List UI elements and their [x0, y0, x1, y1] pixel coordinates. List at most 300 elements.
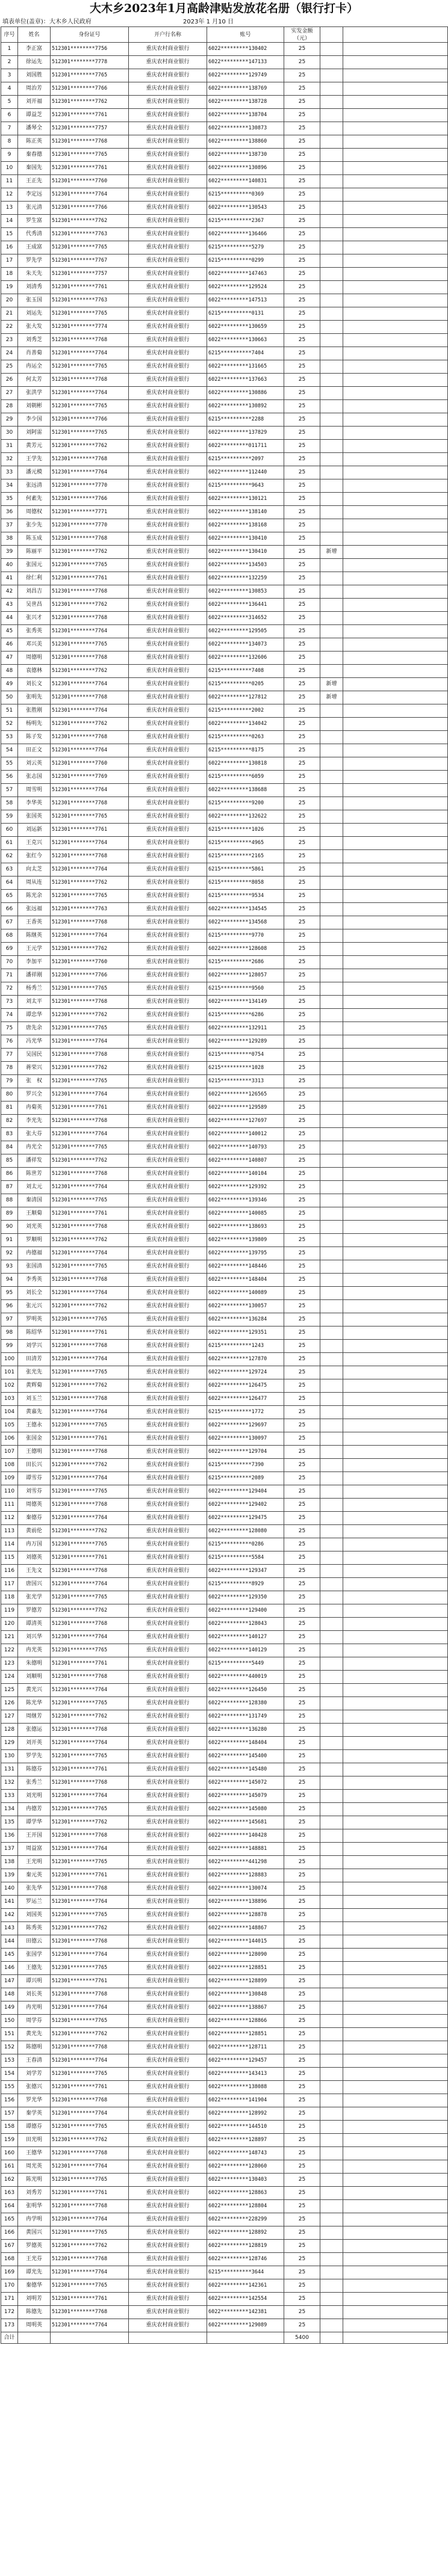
filing-date: 2023年 1 月10 日	[183, 19, 234, 25]
table-row	[1, 1896, 448, 1909]
table-row	[1, 1247, 448, 1260]
note-cell	[320, 1988, 343, 2001]
id-cell: 512301********7765	[51, 1803, 129, 1816]
id-cell: 512301********7764	[51, 1790, 129, 1803]
amount-cell: 25	[284, 519, 320, 532]
id-cell: 512301********7768	[51, 731, 129, 744]
account-cell: 6215**********0286	[207, 1538, 284, 1551]
row-index-cell: 80	[1, 1088, 18, 1102]
id-cell: 512301********7761	[51, 2187, 129, 2200]
table-row	[1, 1737, 448, 1750]
name-cell: 刘顺明	[18, 1671, 51, 1684]
bank-cell: 重庆农村商业银行	[129, 1049, 207, 1062]
blank-cell	[343, 466, 448, 479]
id-cell: 512301********7764	[51, 2054, 129, 2068]
note-cell	[320, 2293, 343, 2306]
row-index-cell: 75	[1, 1022, 18, 1035]
name-cell: 张志国	[18, 771, 51, 784]
table-row	[1, 850, 448, 863]
note-cell	[320, 585, 343, 599]
name-cell: 谭清英	[18, 1618, 51, 1631]
note-cell	[320, 2041, 343, 2054]
name-cell: 黄芳元	[18, 440, 51, 453]
amount-cell: 25	[284, 321, 320, 334]
table-body	[1, 43, 448, 2344]
row-index-cell: 155	[1, 2081, 18, 2094]
id-cell: 512301********7763	[51, 294, 129, 307]
amount-cell: 25	[284, 493, 320, 506]
bank-cell: 重庆农村商业银行	[129, 1512, 207, 1525]
blank-cell	[343, 1922, 448, 1935]
amount-cell: 25	[284, 2041, 320, 2054]
blank-cell	[343, 374, 448, 387]
blank-cell	[343, 228, 448, 241]
id-cell: 512301********7768	[51, 334, 129, 347]
id-cell: 512301********7765	[51, 241, 129, 254]
amount-cell: 25	[284, 2107, 320, 2121]
note-cell	[320, 1419, 343, 1432]
note-cell	[320, 704, 343, 718]
account-cell: 6215**********2097	[207, 453, 284, 466]
row-index-cell: 92	[1, 1247, 18, 1260]
table-row	[1, 453, 448, 466]
bank-cell: 重庆农村商业银行	[129, 1949, 207, 1962]
amount-cell: 25	[284, 837, 320, 850]
row-index-cell: 46	[1, 638, 18, 652]
name-cell: 张秀英	[18, 625, 51, 638]
blank-cell	[343, 2306, 448, 2319]
id-cell: 512301********7768	[51, 2253, 129, 2266]
account-cell: 6022*********136284	[207, 1313, 284, 1327]
account-cell: 6022*********128090	[207, 1949, 284, 1962]
blank-cell	[343, 1115, 448, 1128]
account-cell: 6022*********136466	[207, 228, 284, 241]
note-cell	[320, 1631, 343, 1644]
amount-cell: 25	[284, 969, 320, 982]
account-cell: 6022*********129724	[207, 1366, 284, 1379]
row-index-cell: 108	[1, 1459, 18, 1472]
id-cell: 512301********7764	[51, 466, 129, 479]
amount-cell: 25	[284, 149, 320, 162]
account-cell: 6022*********130663	[207, 334, 284, 347]
note-cell	[320, 254, 343, 268]
row-index-cell: 105	[1, 1419, 18, 1432]
blank-cell	[343, 1035, 448, 1049]
account-cell: 6022*********128863	[207, 2187, 284, 2200]
row-index-cell: 71	[1, 969, 18, 982]
table-row	[1, 1671, 448, 1684]
account-cell: 6022*********129505	[207, 625, 284, 638]
id-cell: 512301********7778	[51, 56, 129, 69]
id-cell: 512301********7764	[51, 1896, 129, 1909]
bank-cell: 重庆农村商业银行	[129, 956, 207, 969]
amount-cell: 25	[284, 1737, 320, 1750]
bank-cell: 重庆农村商业银行	[129, 1168, 207, 1181]
account-cell: 6022*********128992	[207, 2107, 284, 2121]
amount-cell: 25	[284, 1856, 320, 1869]
name-cell: 张大芬	[18, 1128, 51, 1141]
name-cell: 黄辉菊	[18, 1379, 51, 1393]
table-row	[1, 1856, 448, 1869]
blank-cell	[343, 1988, 448, 2001]
row-index-cell: 23	[1, 334, 18, 347]
name-cell: 刘兴华	[18, 1631, 51, 1644]
row-index-cell: 94	[1, 1274, 18, 1287]
row-index-cell: 111	[1, 1499, 18, 1512]
row-index-cell: 18	[1, 268, 18, 281]
row-index-cell: 169	[1, 2266, 18, 2279]
blank-cell	[343, 2068, 448, 2081]
table-row	[1, 2028, 448, 2041]
blank-cell	[343, 559, 448, 572]
id-cell: 512301********7764	[51, 1035, 129, 1049]
bank-cell: 重庆农村商业银行	[129, 2200, 207, 2213]
row-index-cell: 172	[1, 2306, 18, 2319]
name-cell: 潘元模	[18, 466, 51, 479]
amount-cell: 25	[284, 2134, 320, 2147]
account-cell: 6022*********131665	[207, 360, 284, 374]
name-cell: 刘国胜	[18, 69, 51, 82]
id-cell: 512301********7761	[51, 2081, 129, 2094]
id-cell: 512301********7768	[51, 691, 129, 704]
bank-cell: 重庆农村商业银行	[129, 1207, 207, 1221]
table-row	[1, 1922, 448, 1935]
row-index-cell: 106	[1, 1432, 18, 1446]
account-cell: 6022*********142361	[207, 2279, 284, 2293]
name-cell: 代秀清	[18, 228, 51, 241]
id-cell: 512301********7764	[51, 1472, 129, 1485]
bank-cell: 重庆农村商业银行	[129, 400, 207, 413]
table-header-row	[1, 27, 448, 43]
bank-cell: 重庆农村商业银行	[129, 996, 207, 1009]
note-cell	[320, 69, 343, 82]
account-cell: 6022*********128057	[207, 969, 284, 982]
note-cell	[320, 784, 343, 797]
blank-cell	[343, 757, 448, 771]
id-cell: 512301********7765	[51, 2226, 129, 2240]
bank-cell: 重庆农村商业银行	[129, 1525, 207, 1538]
blank-cell	[343, 2028, 448, 2041]
blank-cell	[343, 413, 448, 427]
account-cell: 6022*********145480	[207, 1763, 284, 1776]
bank-cell: 重庆农村商业银行	[129, 1234, 207, 1247]
amount-cell: 25	[284, 1274, 320, 1287]
table-row	[1, 691, 448, 704]
note-cell	[320, 665, 343, 678]
account-cell: 6022*********138769	[207, 82, 284, 96]
id-cell: 512301********7765	[51, 1313, 129, 1327]
amount-cell: 25	[284, 2147, 320, 2160]
id-cell: 512301********7762	[51, 1379, 129, 1393]
row-index-cell: 16	[1, 241, 18, 254]
bank-cell: 重庆农村商业银行	[129, 268, 207, 281]
name-cell: 冉德芳	[18, 1803, 51, 1816]
table-row	[1, 1512, 448, 1525]
blank-cell	[343, 1366, 448, 1379]
bank-cell: 重庆农村商业银行	[129, 360, 207, 374]
row-index-cell: 64	[1, 877, 18, 890]
note-cell	[320, 2015, 343, 2028]
table-row	[1, 1949, 448, 1962]
amount-cell: 25	[284, 1644, 320, 1657]
amount-cell: 25	[284, 69, 320, 82]
bank-cell: 重庆农村商业银行	[129, 1578, 207, 1591]
account-cell: 6022*********130121	[207, 493, 284, 506]
row-index-cell: 160	[1, 2147, 18, 2160]
account-cell: 6022*********138867	[207, 2001, 284, 2015]
table-row	[1, 307, 448, 321]
account-cell: 6215**********4965	[207, 837, 284, 850]
account-cell: 6022*********140793	[207, 1141, 284, 1154]
name-cell: 张红今	[18, 850, 51, 863]
table-row	[1, 1432, 448, 1446]
name-cell: 秦德芬	[18, 1512, 51, 1525]
note-cell	[320, 1697, 343, 1710]
table-row	[1, 1882, 448, 1896]
account-cell: 6022*********314652	[207, 612, 284, 625]
bank-cell: 重庆农村商业银行	[129, 1128, 207, 1141]
id-cell: 512301********7765	[51, 1591, 129, 1604]
name-cell: 陈秀英	[18, 1922, 51, 1935]
name-cell: 王顺菊	[18, 1207, 51, 1221]
name-cell: 张国金	[18, 1432, 51, 1446]
amount-cell: 25	[284, 784, 320, 797]
bank-cell: 重庆农村商业银行	[129, 1459, 207, 1472]
table-row	[1, 1525, 448, 1538]
note-cell	[320, 360, 343, 374]
bank-cell: 重庆农村商业银行	[129, 215, 207, 228]
row-index-cell: 88	[1, 1194, 18, 1207]
row-index-cell: 118	[1, 1591, 18, 1604]
bank-cell: 重庆农村商业银行	[129, 202, 207, 215]
amount-cell: 25	[284, 347, 320, 360]
name-cell: 罗明英	[18, 1313, 51, 1327]
note-cell	[320, 400, 343, 413]
amount-cell: 25	[284, 2015, 320, 2028]
account-cell: 6022*********145681	[207, 1816, 284, 1829]
bank-cell: 重庆农村商业银行	[129, 1710, 207, 1724]
name-cell: 王先文	[18, 1565, 51, 1578]
id-cell: 512301********7765	[51, 638, 129, 652]
id-cell: 512301********7768	[51, 652, 129, 665]
row-index-cell: 128	[1, 1724, 18, 1737]
blank-cell	[343, 1896, 448, 1909]
table-row	[1, 1962, 448, 1975]
id-cell: 512301********7764	[51, 929, 129, 943]
amount-cell: 25	[284, 546, 320, 559]
row-index-cell: 11	[1, 175, 18, 188]
note-cell	[320, 281, 343, 294]
name-cell: 周光英	[18, 2160, 51, 2174]
bank-cell: 重庆农村商业银行	[129, 1432, 207, 1446]
id-cell: 512301********7765	[51, 1141, 129, 1154]
row-index-cell: 130	[1, 1750, 18, 1763]
note-cell	[320, 731, 343, 744]
id-cell: 512301********7768	[51, 1168, 129, 1181]
name-cell: 秦清国	[18, 1194, 51, 1207]
id-cell: 512301********7762	[51, 1154, 129, 1168]
bank-cell: 重庆农村商业银行	[129, 413, 207, 427]
bank-cell: 重庆农村商业银行	[129, 347, 207, 360]
table-row	[1, 1234, 448, 1247]
bank-cell: 重庆农村商业银行	[129, 1565, 207, 1578]
note-cell	[320, 1128, 343, 1141]
id-cell: 512301********7764	[51, 1088, 129, 1102]
bank-cell: 重庆农村商业银行	[129, 135, 207, 149]
account-cell: 6022*********128380	[207, 1697, 284, 1710]
row-index-cell: 115	[1, 1551, 18, 1565]
blank-cell	[343, 1075, 448, 1088]
row-index-cell: 43	[1, 599, 18, 612]
table-row	[1, 1287, 448, 1300]
account-cell: 6022*********140085	[207, 1207, 284, 1221]
name-cell: 罗德芳	[18, 1604, 51, 1618]
id-cell: 512301********7770	[51, 519, 129, 532]
table-row	[1, 400, 448, 413]
blank-cell	[343, 135, 448, 149]
account-cell: 6022*********129589	[207, 1102, 284, 1115]
amount-cell: 25	[284, 599, 320, 612]
id-cell: 512301********7765	[51, 982, 129, 996]
row-index-cell: 138	[1, 1856, 18, 1869]
blank-cell	[343, 2266, 448, 2279]
account-cell: 6022*********131749	[207, 1710, 284, 1724]
bank-cell: 重庆农村商业银行	[129, 2107, 207, 2121]
blank-cell	[343, 638, 448, 652]
note-cell	[320, 1154, 343, 1168]
note-cell	[320, 638, 343, 652]
row-index-cell: 2	[1, 56, 18, 69]
amount-cell: 25	[284, 1935, 320, 1949]
amount-cell: 25	[284, 1604, 320, 1618]
blank-cell	[343, 1141, 448, 1154]
table-row	[1, 996, 448, 1009]
account-cell: 6022*********134073	[207, 638, 284, 652]
blank-cell	[343, 2226, 448, 2240]
name-cell: 陈德明	[18, 2041, 51, 2054]
bank-cell: 重庆农村商业银行	[129, 1327, 207, 1340]
amount-cell: 25	[284, 202, 320, 215]
note-cell	[320, 559, 343, 572]
account-cell: 6022*********144015	[207, 1935, 284, 1949]
bank-cell: 重庆农村商业银行	[129, 2319, 207, 2332]
name-cell: 冉万国	[18, 1538, 51, 1551]
note-cell	[320, 1684, 343, 1697]
bank-cell: 重庆农村商业银行	[129, 837, 207, 850]
account-cell: 6022*********128899	[207, 1975, 284, 1988]
bank-cell: 重庆农村商业银行	[129, 877, 207, 890]
bank-cell: 重庆农村商业银行	[129, 1816, 207, 1829]
bank-cell: 重庆农村商业银行	[129, 982, 207, 996]
amount-cell: 25	[284, 1194, 320, 1207]
id-cell: 512301********7765	[51, 890, 129, 903]
note-cell	[320, 2081, 343, 2094]
note-cell	[320, 1763, 343, 1776]
name-cell: 谭德芬	[18, 2121, 51, 2134]
blank-cell	[343, 2015, 448, 2028]
note-cell	[320, 1512, 343, 1525]
bank-cell: 重庆农村商业银行	[129, 281, 207, 294]
table-row	[1, 1115, 448, 1128]
account-cell: 6022*********128819	[207, 2240, 284, 2253]
account-cell: 6022*********134503	[207, 559, 284, 572]
row-index-cell: 166	[1, 2226, 18, 2240]
row-index-cell: 63	[1, 863, 18, 877]
table-row	[1, 188, 448, 202]
name-cell: 张光学	[18, 1591, 51, 1604]
blank-cell	[343, 810, 448, 824]
blank-cell	[343, 1022, 448, 1035]
blank-cell	[343, 1327, 448, 1340]
account-cell: 6022*********145079	[207, 1790, 284, 1803]
row-index-cell: 162	[1, 2174, 18, 2187]
row-index-cell: 81	[1, 1102, 18, 1115]
blank-cell	[343, 56, 448, 69]
bank-cell: 重庆农村商业银行	[129, 625, 207, 638]
row-index-cell: 167	[1, 2240, 18, 2253]
row-index-cell: 137	[1, 1843, 18, 1856]
blank-cell	[343, 2293, 448, 2306]
note-cell	[320, 1962, 343, 1975]
note-cell	[320, 479, 343, 493]
table-row	[1, 321, 448, 334]
name-cell: 李正富	[18, 43, 51, 56]
name-cell: 刘阿雷	[18, 427, 51, 440]
blank-cell	[343, 1856, 448, 1869]
blank-cell	[343, 334, 448, 347]
row-index-cell: 101	[1, 1366, 18, 1379]
bank-cell: 重庆农村商业银行	[129, 2015, 207, 2028]
account-cell: 6215**********5861	[207, 863, 284, 877]
account-cell: 6022*********129400	[207, 1604, 284, 1618]
account-cell: 6215**********0754	[207, 1049, 284, 1062]
name-cell: 李光先	[18, 1115, 51, 1128]
bank-cell: 重庆农村商业银行	[129, 1856, 207, 1869]
note-cell	[320, 1949, 343, 1962]
id-cell: 512301********7765	[51, 1750, 129, 1763]
note-cell	[320, 1856, 343, 1869]
id-cell: 512301********7767	[51, 254, 129, 268]
id-cell: 512301********7761	[51, 1327, 129, 1340]
name-cell: 刘学芳	[18, 2068, 51, 2081]
amount-cell: 25	[284, 638, 320, 652]
blank-cell	[343, 1393, 448, 1406]
table-row	[1, 704, 448, 718]
id-cell: 512301********7764	[51, 2213, 129, 2226]
row-index-cell: 123	[1, 1657, 18, 1671]
id-cell: 512301********7764	[51, 1247, 129, 1260]
amount-cell: 25	[284, 2266, 320, 2279]
row-index-cell: 20	[1, 294, 18, 307]
name-cell: 张国英	[18, 810, 51, 824]
bank-cell: 重庆农村商业银行	[129, 1419, 207, 1432]
bank-cell: 重庆农村商业银行	[129, 1618, 207, 1631]
note-cell	[320, 2174, 343, 2187]
blank-cell	[343, 254, 448, 268]
name-cell: 秦春德	[18, 149, 51, 162]
amount-cell: 25	[284, 771, 320, 784]
table-row	[1, 1909, 448, 1922]
amount-cell: 25	[284, 612, 320, 625]
account-cell: 6215**********2002	[207, 704, 284, 718]
note-cell	[320, 374, 343, 387]
table-row	[1, 82, 448, 96]
name-cell: 刘玉兰	[18, 1393, 51, 1406]
blank-cell	[343, 625, 448, 638]
name-cell: 陈绍华	[18, 1327, 51, 1340]
account-cell: 6022*********128060	[207, 2160, 284, 2174]
bank-cell: 重庆农村商业银行	[129, 1313, 207, 1327]
